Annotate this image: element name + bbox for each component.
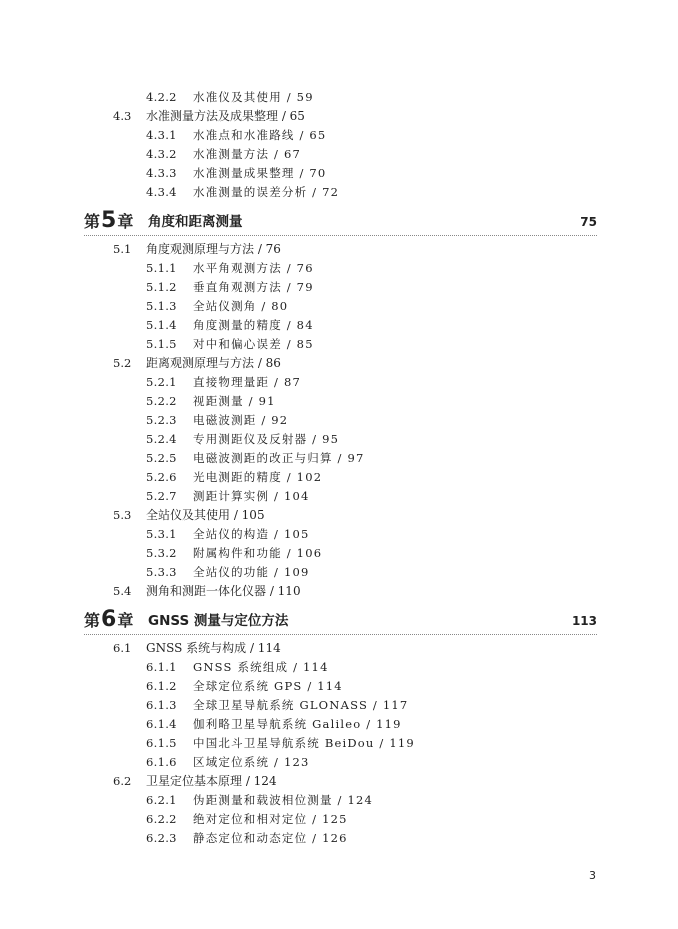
entry-number: 6.1.5	[146, 736, 177, 750]
subsection-entry	[0, 487, 678, 506]
entry-number: 5.2	[113, 356, 132, 370]
entry-number: 5.1.4	[146, 318, 177, 332]
entry-title: 水准测量成果整理 / 70	[193, 166, 327, 180]
entry-number: 6.2.3	[146, 831, 177, 845]
subsection-entry	[0, 392, 678, 411]
entry-number: 5.3.1	[146, 527, 177, 541]
subsection-entry	[0, 297, 678, 316]
entry-title: 全球卫星导航系统 GLONASS / 117	[193, 698, 409, 712]
section-entry	[0, 639, 678, 658]
section-entry	[0, 354, 678, 373]
chapter-page: 113	[571, 614, 597, 628]
subsection-entry	[0, 544, 678, 563]
entry-number: 4.3.2	[146, 147, 177, 161]
entry-number: 6.1	[113, 641, 132, 655]
entry-number: 4.3.3	[146, 166, 177, 180]
entry-title: 水准测量方法 / 67	[193, 147, 302, 161]
entry-title: 水平角观测方法 / 76	[193, 261, 314, 275]
entry-title: GNSS 系统与构成 / 114	[146, 641, 281, 655]
entry-title: 中国北斗卫星导航系统 BeiDou / 119	[193, 736, 415, 750]
entry-title: 测距计算实例 / 104	[193, 489, 310, 503]
entry-number: 5.3.3	[146, 565, 177, 579]
subsection-entry	[0, 658, 678, 677]
chapter-label	[84, 210, 133, 233]
entry-number: 5.4	[113, 584, 132, 598]
entry-number: 5.1.1	[146, 261, 177, 275]
entry-number: 5.2.3	[146, 413, 177, 427]
chapter-title: 角度和距离测量	[148, 214, 243, 230]
entry-number: 4.3.1	[146, 128, 177, 142]
entry-title: 绝对定位和相对定位 / 125	[193, 812, 348, 826]
entry-number: 6.2.2	[146, 812, 177, 826]
entry-number: 6.1.6	[146, 755, 177, 769]
subsection-entry	[0, 335, 678, 354]
chapter-page: 75	[580, 215, 597, 229]
entry-number: 6.1.3	[146, 698, 177, 712]
subsection-entry	[0, 430, 678, 449]
chapter-prefix: 第	[84, 212, 101, 231]
subsection-entry	[0, 734, 678, 753]
entry-title: 附属构件和功能 / 106	[193, 546, 323, 560]
entry-number: 4.3	[113, 109, 132, 123]
entry-title: 电磁波测距 / 92	[193, 413, 289, 427]
subsection-entry	[0, 145, 678, 164]
entry-title: 全站仪及其使用 / 105	[146, 508, 265, 522]
entry-number: 6.1.2	[146, 679, 177, 693]
entry-number: 6.2.1	[146, 793, 177, 807]
chapter-number: 5	[101, 208, 117, 233]
section-entry	[0, 240, 678, 259]
entry-number: 6.2	[113, 774, 132, 788]
section-entry	[0, 506, 678, 525]
section-entry	[0, 107, 678, 126]
subsection-entry	[0, 829, 678, 848]
entry-title: 伪距测量和载波相位测量 / 124	[193, 793, 374, 807]
entry-number: 5.2.7	[146, 489, 177, 503]
subsection-entry	[0, 791, 678, 810]
chapter-suffix: 章	[117, 212, 134, 231]
subsection-entry	[0, 259, 678, 278]
entry-number: 5.2.1	[146, 375, 177, 389]
entry-title: 电磁波测距的改正与归算 / 97	[193, 451, 365, 465]
entry-title: 伽利略卫星导航系统 Galileo / 119	[193, 717, 402, 731]
entry-number: 5.2.4	[146, 432, 177, 446]
subsection-entry	[0, 278, 678, 297]
entry-number: 6.1.4	[146, 717, 177, 731]
entry-title: 水准测量方法及成果整理 / 65	[146, 109, 305, 123]
entry-number: 5.2.5	[146, 451, 177, 465]
entry-title: 垂直角观测方法 / 79	[193, 280, 314, 294]
subsection-entry	[0, 183, 678, 202]
chapter-prefix: 第	[84, 611, 101, 630]
entry-title: 光电测距的精度 / 102	[193, 470, 323, 484]
entry-title: 距离观测原理与方法 / 86	[146, 356, 281, 370]
subsection-entry	[0, 696, 678, 715]
subsection-entry	[0, 126, 678, 145]
entry-title: 全球定位系统 GPS / 114	[193, 679, 343, 693]
chapter-title: GNSS 测量与定位方法	[148, 613, 289, 629]
subsection-entry	[0, 563, 678, 582]
subsection-entry	[0, 525, 678, 544]
chapter-heading	[84, 205, 597, 236]
entry-title: 角度观测原理与方法 / 76	[146, 242, 281, 256]
entry-title: 全站仪的构造 / 105	[193, 527, 310, 541]
subsection-entry	[0, 449, 678, 468]
entry-title: GNSS 系统组成 / 114	[193, 660, 329, 674]
entry-title: 对中和偏心误差 / 85	[193, 337, 314, 351]
entry-title: 视距测量 / 91	[193, 394, 276, 408]
entry-number: 5.3	[113, 508, 132, 522]
entry-title: 水准测量的误差分析 / 72	[193, 185, 340, 199]
entry-title: 卫星定位基本原理 / 124	[146, 774, 277, 788]
entry-title: 水准仪及其使用 / 59	[193, 90, 314, 104]
entry-number: 4.2.2	[146, 90, 177, 104]
subsection-entry	[0, 810, 678, 829]
entry-number: 5.1	[113, 242, 132, 256]
chapter-label	[84, 609, 133, 632]
subsection-entry	[0, 468, 678, 487]
subsection-entry	[0, 373, 678, 392]
entry-number: 5.1.5	[146, 337, 177, 351]
chapter-heading	[84, 604, 597, 635]
subsection-entry	[0, 164, 678, 183]
entry-number: 5.3.2	[146, 546, 177, 560]
entry-title: 静态定位和动态定位 / 126	[193, 831, 348, 845]
subsection-entry	[0, 411, 678, 430]
subsection-entry	[0, 715, 678, 734]
entry-number: 5.1.2	[146, 280, 177, 294]
page-number: 3	[589, 869, 596, 882]
section-entry	[0, 772, 678, 791]
entry-title: 全站仪的功能 / 109	[193, 565, 310, 579]
entry-number: 5.2.6	[146, 470, 177, 484]
entry-number: 5.1.3	[146, 299, 177, 313]
section-entry	[0, 582, 678, 601]
entry-number: 6.1.1	[146, 660, 177, 674]
subsection-entry	[0, 88, 678, 107]
entry-number: 5.2.2	[146, 394, 177, 408]
entry-number: 4.3.4	[146, 185, 177, 199]
entry-title: 测角和测距一体化仪器 / 110	[146, 584, 301, 598]
entry-title: 角度测量的精度 / 84	[193, 318, 314, 332]
entry-title: 专用测距仪及反射器 / 95	[193, 432, 340, 446]
entry-title: 水准点和水准路线 / 65	[193, 128, 327, 142]
entry-title: 区域定位系统 / 123	[193, 755, 310, 769]
entry-title: 直接物理量距 / 87	[193, 375, 302, 389]
subsection-entry	[0, 753, 678, 772]
chapter-suffix: 章	[117, 611, 134, 630]
chapter-number: 6	[101, 607, 117, 632]
subsection-entry	[0, 316, 678, 335]
subsection-entry	[0, 677, 678, 696]
entry-title: 全站仪测角 / 80	[193, 299, 289, 313]
